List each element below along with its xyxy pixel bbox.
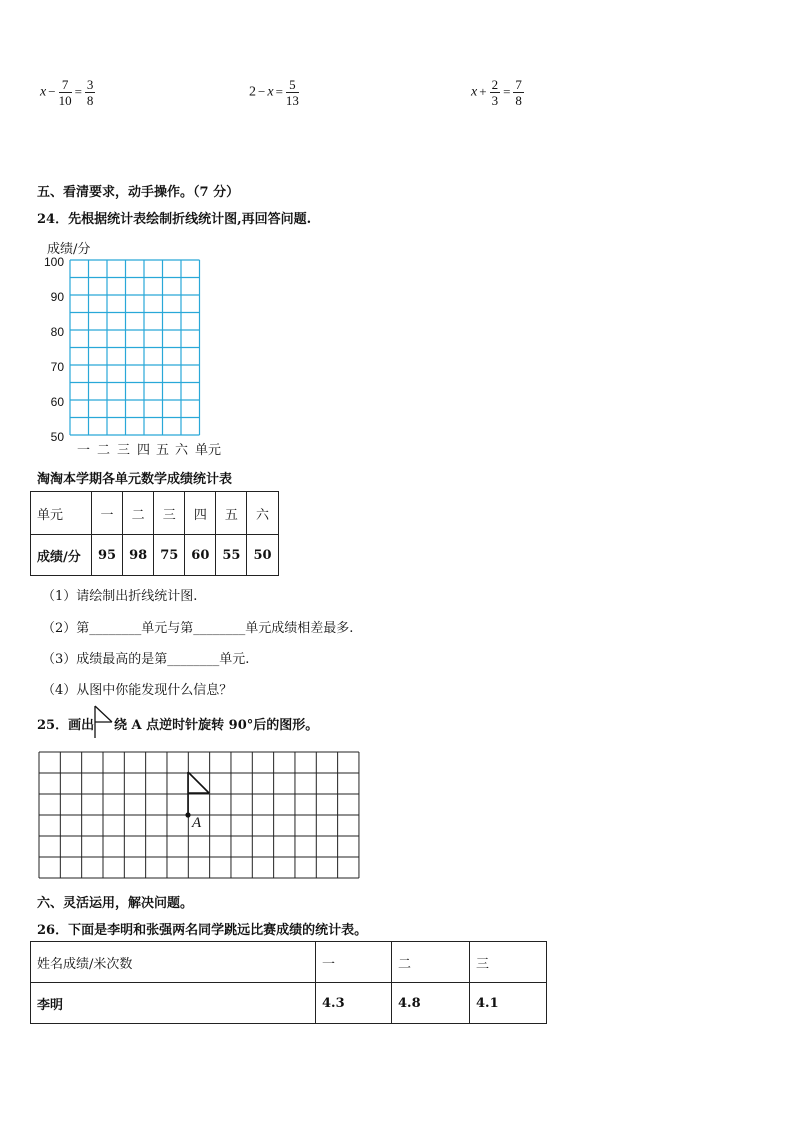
table-cell: 李明 [31,983,316,1024]
question-26-title: 26．下面是李明和张强两名同学跳远比赛成绩的统计表。 [37,923,368,938]
table-cell: 单元 [31,492,92,535]
question-24-part-4: （4）从图中你能发现什么信息？ [42,683,233,698]
xtick-3: 三 [117,443,131,458]
table-cell: 三 [154,492,185,535]
question-25-prefix: 25．画出 [37,718,95,733]
ytick-50: 50 [50,430,64,444]
table-cell: 二 [123,492,154,535]
xtick-1: 一 [77,443,91,458]
table-row-header [31,942,547,983]
xtick-2: 二 [97,443,111,458]
table-cell: 姓名成绩/米次数 [31,942,316,983]
point-a-label: A [192,815,202,831]
section-6-title: 六、灵活运用，解决问题。 [37,896,194,911]
score-grid [69,259,202,437]
table-cell: 五 [216,492,247,535]
ytick-100: 100 [43,255,64,269]
question-24-part-3: （3）成绩最高的是第________单元. [42,652,250,667]
xtick-5: 五 [156,443,170,458]
question-25-suffix: 绕 A 点逆时针旋转 90°后的图形。 [114,718,319,733]
equation-2: 2 − x = $\frac{5}{13}$ [249,77,299,108]
long-jump-table [30,941,547,1024]
ytick-60: 60 [50,395,64,409]
table-cell: 四 [185,492,216,535]
table-row-scores [31,535,279,576]
question-24-part-1: （1）请绘制出折线统计图. [42,589,198,604]
table-cell: 75 [154,535,185,576]
ytick-80: 80 [50,325,64,339]
score-table [30,491,279,576]
xtick-6: 六 [175,443,189,458]
table-cell: 成绩/分 [31,535,92,576]
table-cell: 98 [123,535,154,576]
table-row-li-ming [31,983,547,1024]
table-cell: 4.1 [470,983,547,1024]
ytick-70: 70 [50,360,64,374]
table-row-header [31,492,279,535]
table-cell: 一 [316,942,392,983]
table-cell: 六 [247,492,278,535]
xtick-4: 四 [137,443,151,458]
table-cell: 三 [470,942,547,983]
section-5-title: 五、看清要求，动手操作。（7 分） [37,185,240,200]
xunit: 单元 [195,443,222,458]
table-cell: 50 [247,535,278,576]
table-cell: 60 [185,535,216,576]
table-cell: 4.3 [316,983,392,1024]
equation-1: x − $\frac{7}{10}$ = $\frac{3}{8}$ [40,77,94,108]
flag-shape-icon [92,704,116,740]
equation-3: x + $\frac{2}{3}$ = $\frac{7}{8}$ [471,77,522,108]
table-cell: 4.8 [392,983,470,1024]
table-cell: 55 [216,535,247,576]
table-title: 淘淘本学期各单元数学成绩统计表 [37,472,233,487]
question-24-title: 24．先根据统计表绘制折线统计图,再回答问题. [37,212,312,227]
table-cell: 二 [392,942,470,983]
chart-ylabel: 成绩/分 [47,242,91,257]
ytick-90: 90 [50,290,64,304]
point-a-dot [185,812,190,817]
question-24-part-2: （2）第________单元与第________单元成绩相差最多. [42,621,354,636]
table-cell: 一 [92,492,123,535]
table-cell: 95 [92,535,123,576]
